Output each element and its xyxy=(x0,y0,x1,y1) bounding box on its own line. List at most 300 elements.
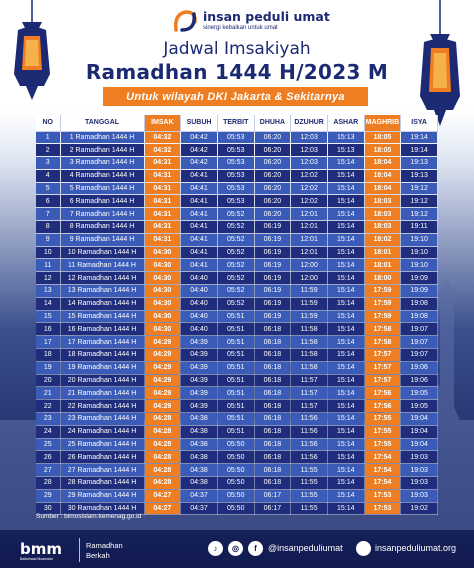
table-cell: 04:28 xyxy=(144,425,181,438)
table-cell: 06:18 xyxy=(254,413,291,426)
table-cell: 19 xyxy=(36,361,60,374)
table-row xyxy=(36,233,438,246)
table-cell: 04:32 xyxy=(144,144,181,157)
table-cell: 04:29 xyxy=(144,336,181,349)
table-cell: 7 xyxy=(36,208,60,221)
table-cell: 19:07 xyxy=(401,336,438,349)
table-row xyxy=(36,221,438,234)
table-cell: 04:42 xyxy=(181,157,218,170)
table-cell: 11 Ramadhan 1444 H xyxy=(60,259,144,272)
table-cell: 15:14 xyxy=(327,182,364,195)
table-cell: 04:28 xyxy=(144,413,181,426)
table-row xyxy=(36,336,438,349)
table-cell: 18:05 xyxy=(364,144,401,157)
table-row xyxy=(36,425,438,438)
table-cell: 11:58 xyxy=(291,323,328,336)
table-cell: 04:40 xyxy=(181,323,218,336)
table-cell: 19:06 xyxy=(401,374,438,387)
schedule-table-container xyxy=(36,115,437,515)
column-header: MAGHRIB xyxy=(364,115,401,131)
table-cell: 18:04 xyxy=(364,157,401,170)
table-cell: 19:08 xyxy=(401,310,438,323)
table-cell: 15:13 xyxy=(327,131,364,144)
table-cell: 15:14 xyxy=(327,413,364,426)
table-cell: 12:03 xyxy=(291,144,328,157)
table-cell: 11:59 xyxy=(291,285,328,298)
table-cell: 19:07 xyxy=(401,349,438,362)
table-cell: 06:18 xyxy=(254,323,291,336)
table-cell: 04:41 xyxy=(181,195,218,208)
table-cell: 19:11 xyxy=(401,221,438,234)
table-cell: 19:12 xyxy=(401,182,438,195)
table-cell: 15:14 xyxy=(327,400,364,413)
table-cell: 17:54 xyxy=(364,477,401,490)
table-cell: 11:58 xyxy=(291,361,328,374)
table-cell: 06:20 xyxy=(254,144,291,157)
column-header: NO xyxy=(36,115,60,131)
table-cell: 04:41 xyxy=(181,259,218,272)
table-cell: 19:14 xyxy=(401,144,438,157)
table-cell: 24 Ramadhan 1444 H xyxy=(60,425,144,438)
table-cell: 06:19 xyxy=(254,246,291,259)
column-header: IMSAK xyxy=(144,115,181,131)
table-cell: 04:29 xyxy=(144,349,181,362)
social-links xyxy=(208,541,263,556)
table-cell: 19:13 xyxy=(401,157,438,170)
table-cell: 2 Ramadhan 1444 H xyxy=(60,144,144,157)
table-cell: 06:19 xyxy=(254,272,291,285)
table-row xyxy=(36,246,438,259)
table-cell: 26 Ramadhan 1444 H xyxy=(60,451,144,464)
table-cell: 04:37 xyxy=(181,489,218,502)
table-cell: 06:18 xyxy=(254,477,291,490)
table-cell: 12:01 xyxy=(291,208,328,221)
table-cell: 05:53 xyxy=(217,182,254,195)
table-cell: 18:02 xyxy=(364,233,401,246)
table-cell: 11:55 xyxy=(291,502,328,515)
table-cell: 18 xyxy=(36,349,60,362)
table-cell: 19:03 xyxy=(401,451,438,464)
table-cell: 20 xyxy=(36,374,60,387)
table-cell: 04:31 xyxy=(144,208,181,221)
table-cell: 18 Ramadhan 1444 H xyxy=(60,349,144,362)
table-cell: 18:03 xyxy=(364,195,401,208)
table-cell: 19:10 xyxy=(401,246,438,259)
table-cell: 17 xyxy=(36,336,60,349)
table-cell: 17:59 xyxy=(364,310,401,323)
table-cell: 10 Ramadhan 1444 H xyxy=(60,246,144,259)
table-cell: 26 xyxy=(36,451,60,464)
table-row xyxy=(36,259,438,272)
table-cell: 06:19 xyxy=(254,259,291,272)
table-row xyxy=(36,208,438,221)
table-cell: 04:41 xyxy=(181,208,218,221)
table-cell: 12:02 xyxy=(291,195,328,208)
table-cell: 05:51 xyxy=(217,349,254,362)
table-row xyxy=(36,387,438,400)
table-cell: 25 xyxy=(36,438,60,451)
table-cell: 15:14 xyxy=(327,425,364,438)
table-cell: 11:59 xyxy=(291,310,328,323)
table-cell: 06:18 xyxy=(254,374,291,387)
table-cell: 12:01 xyxy=(291,233,328,246)
header xyxy=(0,0,474,112)
table-cell: 15:14 xyxy=(327,285,364,298)
table-cell: 04:41 xyxy=(181,169,218,182)
table-cell: 04:38 xyxy=(181,477,218,490)
table-cell: 17:55 xyxy=(364,438,401,451)
table-cell: 04:30 xyxy=(144,259,181,272)
table-cell: 04:27 xyxy=(144,489,181,502)
table-cell: 05:52 xyxy=(217,272,254,285)
table-cell: 06:19 xyxy=(254,233,291,246)
table-cell: 11:55 xyxy=(291,477,328,490)
table-cell: 5 xyxy=(36,182,60,195)
table-cell: 05:50 xyxy=(217,477,254,490)
table-cell: 05:52 xyxy=(217,233,254,246)
table-cell: 11:58 xyxy=(291,349,328,362)
table-cell: 06:19 xyxy=(254,310,291,323)
table-row xyxy=(36,157,438,170)
table-cell: 30 xyxy=(36,502,60,515)
table-cell: 05:53 xyxy=(217,131,254,144)
table-cell: 15:14 xyxy=(327,272,364,285)
website-link[interactable]: insanpeduliumat.org xyxy=(375,543,457,553)
table-cell: 06:20 xyxy=(254,195,291,208)
table-cell: 04:41 xyxy=(181,182,218,195)
table-cell: 04:29 xyxy=(144,374,181,387)
table-cell: 04:30 xyxy=(144,272,181,285)
table-cell: 15:14 xyxy=(327,246,364,259)
table-cell: 05:52 xyxy=(217,285,254,298)
table-cell: 11:59 xyxy=(291,297,328,310)
source-note: Sumber : bimosislam.kemenag.go.id xyxy=(36,513,142,520)
bmm-subtitle: Baitulmaal Muamalat xyxy=(20,557,53,561)
brand-logo xyxy=(172,8,330,34)
table-cell: 04:31 xyxy=(144,221,181,234)
column-header: TERBIT xyxy=(217,115,254,131)
table-cell: 05:51 xyxy=(217,361,254,374)
table-cell: 06:20 xyxy=(254,208,291,221)
tiktok-icon[interactable]: ♪ xyxy=(208,541,223,556)
table-cell: 19:02 xyxy=(401,502,438,515)
table-cell: 11:57 xyxy=(291,374,328,387)
table-cell: 05:52 xyxy=(217,259,254,272)
table-cell: 18:01 xyxy=(364,246,401,259)
table-cell: 15:14 xyxy=(327,489,364,502)
table-cell: 15:14 xyxy=(327,464,364,477)
table-cell: 11:56 xyxy=(291,451,328,464)
table-cell: 11:55 xyxy=(291,489,328,502)
table-cell: 15:14 xyxy=(327,477,364,490)
table-cell: 12:02 xyxy=(291,182,328,195)
table-cell: 15:14 xyxy=(327,451,364,464)
table-cell: 13 xyxy=(36,285,60,298)
table-cell: 05:52 xyxy=(217,208,254,221)
table-cell: 19:04 xyxy=(401,438,438,451)
table-cell: 1 Ramadhan 1444 H xyxy=(60,131,144,144)
table-row xyxy=(36,477,438,490)
brand-logo-icon xyxy=(172,8,198,34)
table-body xyxy=(36,131,438,515)
table-cell: 8 xyxy=(36,221,60,234)
table-cell: 04:31 xyxy=(144,195,181,208)
table-cell: 06:18 xyxy=(254,361,291,374)
subtitle-banner xyxy=(103,87,368,106)
table-cell: 20 Ramadhan 1444 H xyxy=(60,374,144,387)
table-cell: 19:03 xyxy=(401,464,438,477)
table-cell: 04:39 xyxy=(181,361,218,374)
table-cell: 06:20 xyxy=(254,182,291,195)
table-cell: 05:51 xyxy=(217,310,254,323)
table-cell: 04:31 xyxy=(144,182,181,195)
table-cell: 17:54 xyxy=(364,464,401,477)
brand-tagline: sinergi kebaikan untuk umat xyxy=(203,24,278,31)
table-cell: 04:38 xyxy=(181,438,218,451)
table-cell: 15:14 xyxy=(327,169,364,182)
table-row xyxy=(36,349,438,362)
table-cell: 23 Ramadhan 1444 H xyxy=(60,413,144,426)
table-cell: 04:38 xyxy=(181,425,218,438)
table-cell: 10 xyxy=(36,246,60,259)
table-cell: 05:53 xyxy=(217,169,254,182)
table-cell: 18:01 xyxy=(364,259,401,272)
table-cell: 11:56 xyxy=(291,413,328,426)
table-row xyxy=(36,400,438,413)
table-cell: 06:18 xyxy=(254,438,291,451)
table-cell: 04:38 xyxy=(181,464,218,477)
table-cell: 19:03 xyxy=(401,489,438,502)
facebook-icon[interactable]: f xyxy=(248,541,263,556)
table-cell: 05:51 xyxy=(217,336,254,349)
berkah-label: Berkah xyxy=(86,551,110,560)
table-cell: 19:04 xyxy=(401,425,438,438)
table-cell: 7 Ramadhan 1444 H xyxy=(60,208,144,221)
table-cell: 04:38 xyxy=(181,451,218,464)
table-cell: 12:03 xyxy=(291,157,328,170)
page-title-line2: Ramadhan 1444 H/2023 M xyxy=(85,60,389,84)
table-cell: 05:52 xyxy=(217,221,254,234)
table-cell: 19:10 xyxy=(401,233,438,246)
table-cell: 19:12 xyxy=(401,195,438,208)
table-cell: 19:05 xyxy=(401,400,438,413)
table-cell: 05:51 xyxy=(217,323,254,336)
table-cell: 17 Ramadhan 1444 H xyxy=(60,336,144,349)
table-cell: 17:58 xyxy=(364,323,401,336)
table-cell: 11:57 xyxy=(291,387,328,400)
table-cell: 16 xyxy=(36,323,60,336)
table-cell: 04:40 xyxy=(181,285,218,298)
table-cell: 04:30 xyxy=(144,285,181,298)
table-cell: 06:17 xyxy=(254,489,291,502)
table-row xyxy=(36,413,438,426)
table-cell: 1 xyxy=(36,131,60,144)
table-cell: 04:28 xyxy=(144,477,181,490)
table-cell: 19:08 xyxy=(401,297,438,310)
table-cell: 06:18 xyxy=(254,451,291,464)
table-cell: 06:17 xyxy=(254,502,291,515)
table-cell: 15:14 xyxy=(327,502,364,515)
table-row xyxy=(36,464,438,477)
table-cell: 9 Ramadhan 1444 H xyxy=(60,233,144,246)
table-cell: 19:09 xyxy=(401,285,438,298)
table-cell: 06:20 xyxy=(254,157,291,170)
table-cell: 5 Ramadhan 1444 H xyxy=(60,182,144,195)
column-header: DZUHUR xyxy=(291,115,328,131)
table-cell: 14 xyxy=(36,297,60,310)
table-cell: 06:18 xyxy=(254,336,291,349)
table-cell: 8 Ramadhan 1444 H xyxy=(60,221,144,234)
table-cell: 06:18 xyxy=(254,349,291,362)
table-cell: 15:14 xyxy=(327,259,364,272)
table-cell: 06:18 xyxy=(254,387,291,400)
table-cell: 17:58 xyxy=(364,336,401,349)
table-cell: 25 Ramadhan 1444 H xyxy=(60,438,144,451)
table-cell: 15:14 xyxy=(327,310,364,323)
table-cell: 29 xyxy=(36,489,60,502)
instagram-icon[interactable]: ◎ xyxy=(228,541,243,556)
table-cell: 11:56 xyxy=(291,438,328,451)
table-cell: 2 xyxy=(36,144,60,157)
brand-name: insan peduli umat xyxy=(203,9,330,25)
table-cell: 18:03 xyxy=(364,221,401,234)
table-cell: 05:52 xyxy=(217,246,254,259)
table-cell: 04:29 xyxy=(144,387,181,400)
table-cell: 06:19 xyxy=(254,221,291,234)
table-cell: 06:20 xyxy=(254,169,291,182)
table-cell: 04:41 xyxy=(181,233,218,246)
table-cell: 15:14 xyxy=(327,374,364,387)
column-header: ISYA xyxy=(401,115,438,131)
table-cell: 4 xyxy=(36,169,60,182)
table-cell: 15:14 xyxy=(327,208,364,221)
table-cell: 24 xyxy=(36,425,60,438)
table-cell: 9 xyxy=(36,233,60,246)
table-cell: 04:29 xyxy=(144,400,181,413)
table-row xyxy=(36,169,438,182)
table-cell: 19:04 xyxy=(401,413,438,426)
table-row xyxy=(36,195,438,208)
table-cell: 6 xyxy=(36,195,60,208)
table-cell: 05:51 xyxy=(217,374,254,387)
table-cell: 6 Ramadhan 1444 H xyxy=(60,195,144,208)
column-header: SUBUH xyxy=(181,115,218,131)
table-cell: 04:37 xyxy=(181,502,218,515)
table-cell: 04:40 xyxy=(181,297,218,310)
subtitle: Untuk wilayah DKI Jakarta & Sekitarnya xyxy=(126,90,345,103)
table-cell: 04:39 xyxy=(181,387,218,400)
table-cell: 05:53 xyxy=(217,195,254,208)
table-cell: 17:57 xyxy=(364,349,401,362)
table-cell: 19:09 xyxy=(401,272,438,285)
table-row xyxy=(36,310,438,323)
table-header-row xyxy=(36,115,438,131)
table-cell: 15:14 xyxy=(327,336,364,349)
table-cell: 04:42 xyxy=(181,131,218,144)
table-cell: 19:14 xyxy=(401,131,438,144)
column-header: DHUHA xyxy=(254,115,291,131)
table-row xyxy=(36,144,438,157)
table-cell: 15:14 xyxy=(327,195,364,208)
table-cell: 04:30 xyxy=(144,310,181,323)
table-cell: 19:06 xyxy=(401,361,438,374)
table-cell: 12:03 xyxy=(291,131,328,144)
table-cell: 17:59 xyxy=(364,285,401,298)
table-row xyxy=(36,374,438,387)
table-cell: 17:55 xyxy=(364,425,401,438)
table-cell: 15:14 xyxy=(327,297,364,310)
table-cell: 4 Ramadhan 1444 H xyxy=(60,169,144,182)
table-cell: 05:51 xyxy=(217,400,254,413)
schedule-table xyxy=(36,115,438,515)
table-cell: 28 Ramadhan 1444 H xyxy=(60,477,144,490)
table-cell: 04:42 xyxy=(181,144,218,157)
table-cell: 19 Ramadhan 1444 H xyxy=(60,361,144,374)
table-cell: 17:57 xyxy=(364,361,401,374)
table-cell: 14 Ramadhan 1444 H xyxy=(60,297,144,310)
table-cell: 04:39 xyxy=(181,400,218,413)
table-row xyxy=(36,438,438,451)
table-cell: 3 xyxy=(36,157,60,170)
table-cell: 12:02 xyxy=(291,169,328,182)
table-cell: 18:04 xyxy=(364,169,401,182)
table-cell: 17:56 xyxy=(364,387,401,400)
table-cell: 05:51 xyxy=(217,413,254,426)
table-cell: 06:19 xyxy=(254,285,291,298)
table-row xyxy=(36,297,438,310)
table-cell: 04:39 xyxy=(181,349,218,362)
table-cell: 21 Ramadhan 1444 H xyxy=(60,387,144,400)
table-cell: 17:54 xyxy=(364,451,401,464)
table-cell: 06:18 xyxy=(254,464,291,477)
table-cell: 11:55 xyxy=(291,464,328,477)
table-cell: 11 xyxy=(36,259,60,272)
table-cell: 3 Ramadhan 1444 H xyxy=(60,157,144,170)
table-cell: 11:56 xyxy=(291,425,328,438)
table-cell: 04:40 xyxy=(181,310,218,323)
table-row xyxy=(36,272,438,285)
table-cell: 05:53 xyxy=(217,144,254,157)
social-handle[interactable]: @insanpeduliumat xyxy=(268,543,343,553)
table-cell: 15:14 xyxy=(327,157,364,170)
table-cell: 15:14 xyxy=(327,349,364,362)
footer-divider xyxy=(79,538,80,562)
table-cell: 04:27 xyxy=(144,502,181,515)
table-cell: 15:14 xyxy=(327,221,364,234)
table-cell: 06:19 xyxy=(254,297,291,310)
table-cell: 12:01 xyxy=(291,221,328,234)
table-cell: 15:14 xyxy=(327,361,364,374)
table-row xyxy=(36,323,438,336)
table-cell: 15:14 xyxy=(327,438,364,451)
table-cell: 04:39 xyxy=(181,336,218,349)
table-cell: 19:12 xyxy=(401,208,438,221)
table-cell: 11:57 xyxy=(291,400,328,413)
table-cell: 04:28 xyxy=(144,464,181,477)
table-cell: 04:32 xyxy=(144,131,181,144)
table-cell: 18:04 xyxy=(364,182,401,195)
table-cell: 06:18 xyxy=(254,400,291,413)
table-cell: 04:31 xyxy=(144,233,181,246)
table-row xyxy=(36,131,438,144)
table-cell: 19:03 xyxy=(401,477,438,490)
table-cell: 04:30 xyxy=(144,323,181,336)
table-cell: 17:53 xyxy=(364,502,401,515)
column-header: TANGGAL xyxy=(60,115,144,131)
table-cell: 19:13 xyxy=(401,169,438,182)
table-cell: 06:18 xyxy=(254,425,291,438)
table-row xyxy=(36,182,438,195)
